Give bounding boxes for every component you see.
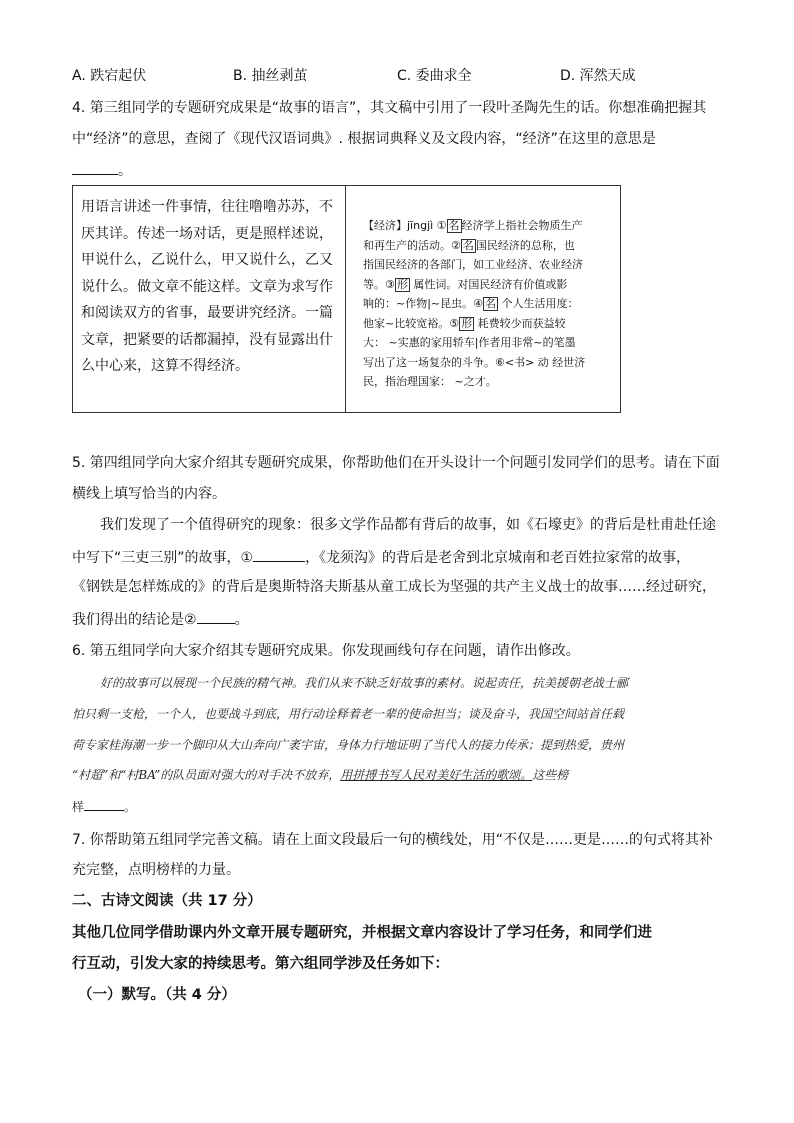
dict-text: 和再生产的活动。② bbox=[363, 238, 461, 252]
q3-options bbox=[72, 66, 732, 86]
section-2-intro-line-2: 行互动，引发大家的持续思考。第六组同学涉及任务如下： bbox=[72, 956, 449, 972]
passage-text: 这些榜 bbox=[532, 768, 569, 782]
dict-line bbox=[363, 294, 613, 314]
option-d: D. 浑然天成 bbox=[560, 68, 636, 84]
passage-text: “村超”和“村BA”的队员面对强大的对手决不放弃， bbox=[72, 768, 341, 782]
q4-line-3 bbox=[72, 158, 132, 182]
dict-text: 他家~比较宽裕。⑤ bbox=[363, 316, 460, 330]
section-2-title: 二、古诗文阅读（共 17 分） bbox=[72, 893, 262, 909]
q7-line-2: 充完整，点明榜样的力量。 bbox=[72, 862, 240, 878]
dict-text: 耗费较少而获益较 bbox=[474, 316, 566, 330]
passage-text: 。 bbox=[124, 800, 137, 814]
dict-line: 大： ~实惠的家用轿车|作者用非常~的笔墨 bbox=[363, 336, 576, 349]
pos-tag: 名 bbox=[448, 219, 460, 232]
q5-line-6 bbox=[72, 607, 249, 631]
dict-text: 【经济】jīngjì ① bbox=[363, 219, 447, 232]
q4-line-2: 中“经济”的意思，查阅了《现代汉语词典》. 根据词典释义及文段内容，“经济”在这里的意思是 bbox=[72, 131, 656, 147]
passage-text: 样 bbox=[72, 800, 85, 814]
option-c: C. 委曲求全 bbox=[397, 68, 472, 84]
q5-blank-2[interactable] bbox=[197, 607, 235, 624]
q5-line-2: 横线上填写恰当的内容。 bbox=[72, 486, 226, 502]
dict-text: 响的：~作物|~昆虫。④ bbox=[363, 297, 484, 310]
q4-line-1: 4. 第三组同学的专题研究成果是“故事的语言”，其文稿中引用了一段叶圣陶先生的话。你想准确把握其 bbox=[72, 100, 707, 116]
q6-passage-line bbox=[72, 765, 568, 785]
quote-line: 么中心来，这算不得经济。 bbox=[81, 358, 249, 374]
q6-passage-line bbox=[72, 796, 136, 817]
dict-line: 民，指治理国家： ~之才。 bbox=[363, 375, 497, 388]
dict-line bbox=[363, 236, 613, 256]
q4-answer-blank[interactable] bbox=[72, 158, 118, 175]
dict-text: 等。③ bbox=[363, 277, 395, 291]
q4-quote-dictionary-table bbox=[72, 185, 621, 413]
dictionary-entry-cell bbox=[363, 216, 613, 392]
pos-tag: 形 bbox=[461, 316, 473, 330]
pos-tag: 名 bbox=[462, 238, 474, 252]
q6-passage-line: 荷专家桂海潮一步一个脚印从大山奔向广袤宇宙，身体力行地证明了当代人的接力传承；提到热爱，贵州 bbox=[72, 738, 625, 752]
pos-tag: 形 bbox=[396, 277, 408, 291]
quote-line: 和阅读双方的省事，最要讲究经济。一篇 bbox=[81, 305, 333, 321]
q6-passage-line: 怕只剩一支枪，一个人，也要战斗到底，用行动诠释着老一辈的使命担当；谈及奋斗，我国空间站首任载 bbox=[72, 707, 625, 721]
pos-tag: 名 bbox=[485, 297, 497, 310]
section-2-intro-line-1: 其他几位同学借助课内外文章开展专题研究，并根据文章内容设计了学习任务，和同学们进 bbox=[72, 925, 652, 941]
dict-text: 个人生活用度： bbox=[498, 297, 579, 310]
q5-line-3: 我们发现了一个值得研究的现象：很多文学作品都有背后的故事，如《石壕吏》的背后是杜甫赴任途 bbox=[100, 517, 716, 533]
q4-period: 。 bbox=[118, 163, 132, 179]
q7-line-1: 7. 你帮助第五组同学完善文稿。请在上面文段最后一句的横线处，用“不仅是……更是……的句式将其补 bbox=[72, 832, 714, 848]
q5-text: ，《龙须沟》的背后是老舍到北京城南和老百姓拉家常的故事， bbox=[305, 550, 691, 566]
quote-line: 用语言讲述一件事情，往往噜噜苏苏，不 bbox=[81, 199, 333, 215]
dict-line bbox=[363, 275, 613, 295]
quote-line: 厌其详。传述一场对话，更是照样述说， bbox=[81, 225, 333, 242]
q6-line-1: 6. 第五组同学向大家介绍其专题研究成果。你发现画线句存在问题，请作出修改。 bbox=[72, 643, 580, 659]
table-divider bbox=[345, 186, 346, 412]
q5-text: 中写下“三吏三别”的故事，① bbox=[72, 550, 254, 566]
subsection-1-title: （一）默写。（共 4 分） bbox=[78, 987, 236, 1003]
q5-text: 。 bbox=[234, 612, 249, 628]
quote-line: 文章，把紧要的话都漏掉，没有显露出什 bbox=[81, 331, 333, 348]
q5-line-1: 5. 第四组同学向大家介绍其专题研究成果，你帮助他们在开头设计一个问题引发同学们的思考。请在下面 bbox=[72, 455, 720, 471]
underlined-sentence: 用拼搏书写人民对美好生活的歌颂。 bbox=[340, 768, 533, 782]
option-a: A. 跌宕起伏 bbox=[72, 68, 147, 84]
dict-text: 经济学上指社会物质生产 bbox=[461, 219, 583, 232]
dict-line: 写出了这一场复杂的斗争。⑥<书> 动 经世济 bbox=[363, 355, 586, 369]
dict-line bbox=[363, 216, 613, 236]
q7-answer-blank[interactable] bbox=[84, 796, 124, 811]
quote-line: 甲说什么，乙说什么，甲又说什么，乙又 bbox=[81, 252, 333, 268]
option-b: B. 抽丝剥茧 bbox=[233, 68, 308, 84]
dict-line: 指国民经济的各部门，如工业经济、农业经济 bbox=[363, 258, 583, 271]
dict-text: 属性词。对国民经济有价值或影 bbox=[409, 277, 568, 291]
q6-passage-line: 好的故事可以展现一个民族的精气神。我们从来不缺乏好故事的素材。说起责任，抗美援朝老战士郦 bbox=[100, 676, 629, 690]
quote-cell bbox=[81, 194, 341, 380]
dict-text: 国民经济的总称，也 bbox=[475, 238, 575, 252]
q5-text: 我们得出的结论是② bbox=[72, 612, 197, 628]
q5-blank-1[interactable] bbox=[253, 545, 305, 562]
quote-line: 说什么。做文章不能这样。文章为求写作 bbox=[81, 278, 333, 295]
q5-line-4 bbox=[72, 545, 690, 569]
q5-line-5: 《钢铁是怎样炼成的》的背后是奥斯特洛夫斯基从童工成长为坚强的共产主义战士的故事……经过研究， bbox=[72, 579, 716, 595]
dict-line bbox=[363, 314, 613, 334]
